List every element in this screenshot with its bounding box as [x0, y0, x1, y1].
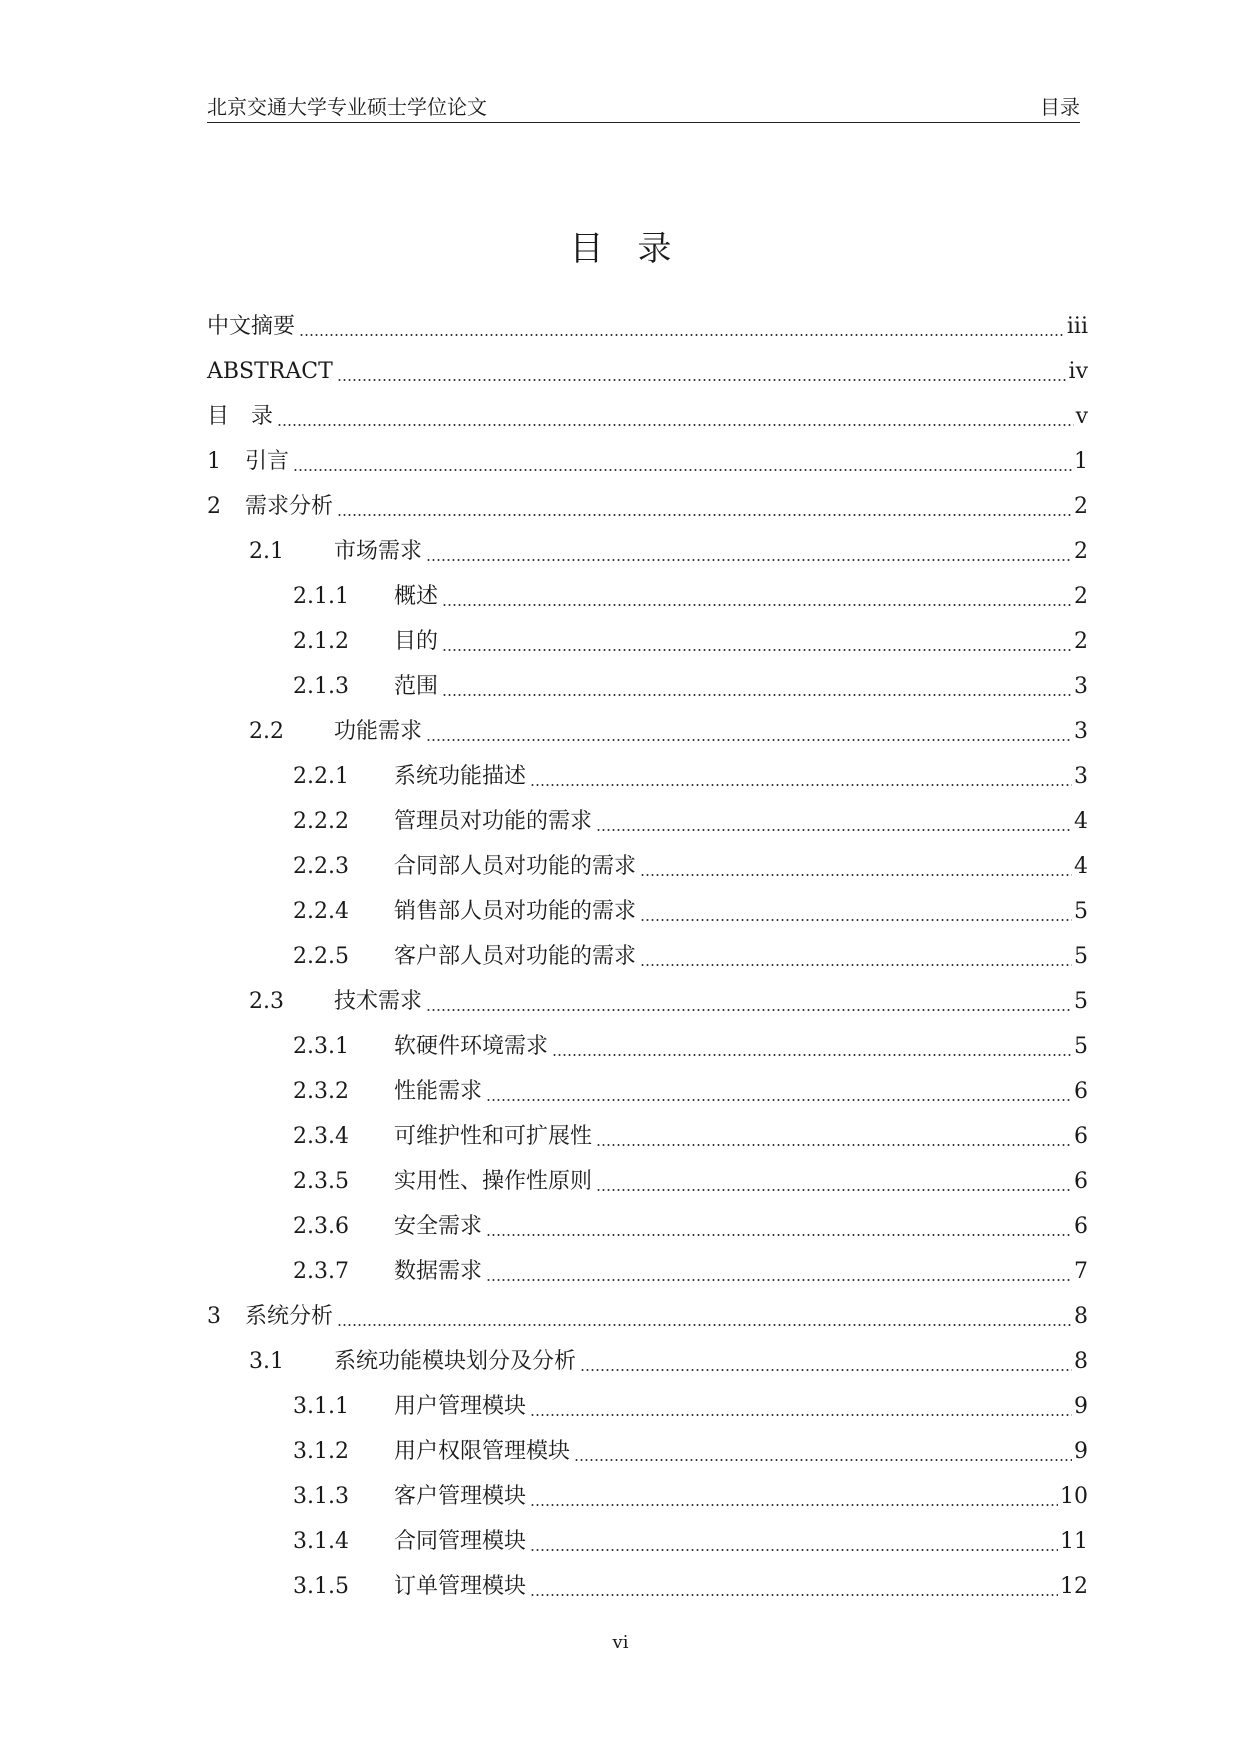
toc-entry-title: 性能需求	[394, 1079, 483, 1104]
dot-leader	[442, 694, 1072, 696]
dot-leader	[337, 1324, 1072, 1326]
dot-leader	[580, 1369, 1072, 1371]
toc-entry-page: 7	[1074, 1259, 1088, 1284]
toc-entry-page: 4	[1074, 809, 1088, 834]
dot-leader	[486, 1234, 1072, 1236]
toc-entry-title: 安全需求	[394, 1214, 483, 1239]
toc-entry[interactable]	[207, 439, 1088, 484]
dot-leader	[530, 1549, 1058, 1551]
toc-entry-number: 2.3.2	[293, 1079, 349, 1104]
toc-entry-number: 2.3.7	[293, 1259, 349, 1284]
toc-entry[interactable]	[207, 664, 1088, 709]
toc-entry-page: 2	[1074, 494, 1088, 519]
toc-entry-number: 3.1.5	[293, 1574, 349, 1599]
toc-entry-number: 2.2.2	[293, 809, 349, 834]
dot-leader	[337, 379, 1067, 381]
toc-entry-page: 10	[1060, 1484, 1088, 1509]
toc-entry-number: 2.1.3	[293, 674, 349, 699]
dot-leader	[530, 1504, 1058, 1506]
toc-entry-title: 目 录	[207, 404, 274, 429]
toc-entry-title: 销售部人员对功能的需求	[394, 899, 637, 924]
toc-entry[interactable]	[207, 844, 1088, 889]
toc-entry-page: 5	[1074, 989, 1088, 1014]
running-header	[207, 92, 1080, 123]
toc-entry-page: 5	[1074, 899, 1088, 924]
toc-entry-number: 2.1.2	[293, 629, 349, 654]
toc-entry-page: 2	[1074, 584, 1088, 609]
toc-entry-number: 2.1.1	[293, 584, 349, 609]
toc-entry-page: 6	[1074, 1214, 1088, 1239]
toc-entry-page: 2	[1074, 539, 1088, 564]
dot-leader	[530, 1414, 1072, 1416]
toc-entry-page: iv	[1068, 359, 1088, 384]
toc-entry-title: 需求分析	[245, 494, 334, 519]
toc-entry-page: 8	[1074, 1349, 1088, 1374]
toc-entry-title: 实用性、操作性原则	[394, 1169, 593, 1194]
toc-entry-title: 功能需求	[334, 719, 423, 744]
dot-leader	[426, 739, 1072, 741]
toc-entry-title: 订单管理模块	[394, 1574, 527, 1599]
toc-entry-title: 目的	[394, 629, 439, 654]
toc-entry-number: 1	[207, 449, 221, 474]
dot-leader	[640, 874, 1072, 876]
toc-entry-title: 范围	[394, 674, 439, 699]
dot-leader	[530, 784, 1072, 786]
toc-entry-title: 可维护性和可扩展性	[394, 1124, 593, 1149]
toc-entry[interactable]	[207, 1204, 1088, 1249]
toc-entry-title: 客户部人员对功能的需求	[394, 944, 637, 969]
toc-entry[interactable]	[207, 349, 1088, 394]
toc-entry-title: 系统功能描述	[394, 764, 527, 789]
toc-entry-number: 3.1.4	[293, 1529, 349, 1554]
toc-entry-number: 2.2	[249, 719, 284, 744]
toc-entry[interactable]	[207, 484, 1088, 529]
toc-entry-number: 3	[207, 1304, 221, 1329]
toc-entry-number: 2.2.3	[293, 854, 349, 879]
toc-entry[interactable]	[207, 1069, 1088, 1114]
toc-entry-title: 合同部人员对功能的需求	[394, 854, 637, 879]
toc-entry-title: ABSTRACT	[207, 359, 333, 384]
toc-entry[interactable]	[207, 574, 1088, 619]
toc-entry-title: 合同管理模块	[394, 1529, 527, 1554]
toc-entry-title: 用户管理模块	[394, 1394, 527, 1419]
toc-entry[interactable]	[207, 1519, 1088, 1564]
dot-leader	[426, 1009, 1072, 1011]
dot-leader	[299, 334, 1065, 336]
toc-entry-number: 2.3	[249, 989, 284, 1014]
toc-entry-title: 系统分析	[245, 1304, 334, 1329]
toc-entry-title: 管理员对功能的需求	[394, 809, 593, 834]
toc-entry-title: 软硬件环境需求	[394, 1034, 549, 1059]
toc-entry-title: 概述	[394, 584, 439, 609]
toc-entry-page: 2	[1074, 629, 1088, 654]
page-number: vi	[612, 1632, 629, 1653]
toc-entry-page: 3	[1074, 764, 1088, 789]
dot-leader	[574, 1459, 1072, 1461]
toc-entry-number: 2.1	[249, 539, 284, 564]
toc-entry-page: 9	[1074, 1439, 1088, 1464]
dot-leader	[337, 514, 1072, 516]
toc-entry-title: 客户管理模块	[394, 1484, 527, 1509]
dot-leader	[552, 1054, 1072, 1056]
dot-leader	[486, 1099, 1072, 1101]
toc-entry[interactable]	[207, 1474, 1088, 1519]
toc-entry[interactable]	[207, 754, 1088, 799]
toc-entry[interactable]	[207, 529, 1088, 574]
toc-entry-page: iii	[1066, 314, 1088, 339]
toc-entry[interactable]	[207, 1024, 1088, 1069]
toc-entry-number: 3.1.2	[293, 1439, 349, 1464]
dot-leader	[640, 919, 1072, 921]
toc-entry-title: 用户权限管理模块	[394, 1439, 571, 1464]
dot-leader	[596, 1189, 1072, 1191]
dot-leader	[596, 829, 1072, 831]
toc-entry-title: 市场需求	[334, 539, 423, 564]
toc-entry-number: 2.3.6	[293, 1214, 349, 1239]
dot-leader	[442, 649, 1072, 651]
toc-entry-page: v	[1075, 404, 1088, 429]
toc-entry[interactable]	[207, 304, 1088, 349]
dot-leader	[293, 469, 1072, 471]
toc-entry[interactable]	[207, 889, 1088, 934]
dot-leader	[426, 559, 1072, 561]
toc-entry-number: 3.1	[249, 1349, 284, 1374]
toc-entry-number: 2.2.1	[293, 764, 349, 789]
toc-entry-page: 6	[1074, 1169, 1088, 1194]
dot-leader	[596, 1144, 1072, 1146]
toc-entry[interactable]	[207, 394, 1088, 439]
toc-entry[interactable]	[207, 1339, 1088, 1384]
toc-entry[interactable]	[207, 799, 1088, 844]
toc-entry[interactable]	[207, 709, 1088, 754]
toc-entry[interactable]	[207, 1564, 1088, 1609]
toc-entry[interactable]	[207, 1114, 1088, 1159]
toc-entry-number: 2.3.1	[293, 1034, 349, 1059]
toc-entry-page: 4	[1074, 854, 1088, 879]
toc-entry[interactable]	[207, 1294, 1088, 1339]
toc-entry-page: 1	[1074, 449, 1088, 474]
toc-entry-page: 6	[1074, 1079, 1088, 1104]
toc-entry[interactable]	[207, 979, 1088, 1024]
toc-entry-title: 系统功能模块划分及分析	[334, 1349, 577, 1374]
toc-entry[interactable]	[207, 934, 1088, 979]
page-title: 目 录	[569, 229, 672, 269]
toc-entry-title: 技术需求	[334, 989, 423, 1014]
toc-entry-number: 2.3.5	[293, 1169, 349, 1194]
toc-entry-number: 3.1.3	[293, 1484, 349, 1509]
toc-entry[interactable]	[207, 1384, 1088, 1429]
toc-entry-page: 11	[1060, 1529, 1088, 1554]
dot-leader	[442, 604, 1072, 606]
toc-entry-number: 2.3.4	[293, 1124, 349, 1149]
toc-entry-page: 12	[1060, 1574, 1088, 1599]
toc-entry-number: 2	[207, 494, 221, 519]
header-section-name: 目录	[1040, 95, 1080, 119]
toc-entry-title: 数据需求	[394, 1259, 483, 1284]
header-thesis-title: 北京交通大学专业硕士学位论文	[207, 95, 487, 119]
toc-entry-page: 3	[1074, 674, 1088, 699]
toc-entry-page: 9	[1074, 1394, 1088, 1419]
table-of-contents	[207, 304, 1088, 1609]
toc-entry-page: 5	[1074, 944, 1088, 969]
toc-entry-number: 2.2.5	[293, 944, 349, 969]
toc-entry[interactable]	[207, 619, 1088, 664]
dot-leader	[277, 424, 1074, 426]
toc-entry[interactable]	[207, 1249, 1088, 1294]
dot-leader	[640, 964, 1072, 966]
toc-entry-number: 3.1.1	[293, 1394, 349, 1419]
dot-leader	[486, 1279, 1072, 1281]
toc-entry-page: 3	[1074, 719, 1088, 744]
toc-entry-page: 8	[1074, 1304, 1088, 1329]
toc-entry-page: 6	[1074, 1124, 1088, 1149]
toc-entry-title: 中文摘要	[207, 314, 296, 339]
toc-entry[interactable]	[207, 1429, 1088, 1474]
toc-entry-number: 2.2.4	[293, 899, 349, 924]
toc-entry[interactable]	[207, 1159, 1088, 1204]
dot-leader	[530, 1594, 1058, 1596]
toc-entry-page: 5	[1074, 1034, 1088, 1059]
toc-entry-title: 引言	[245, 449, 290, 474]
